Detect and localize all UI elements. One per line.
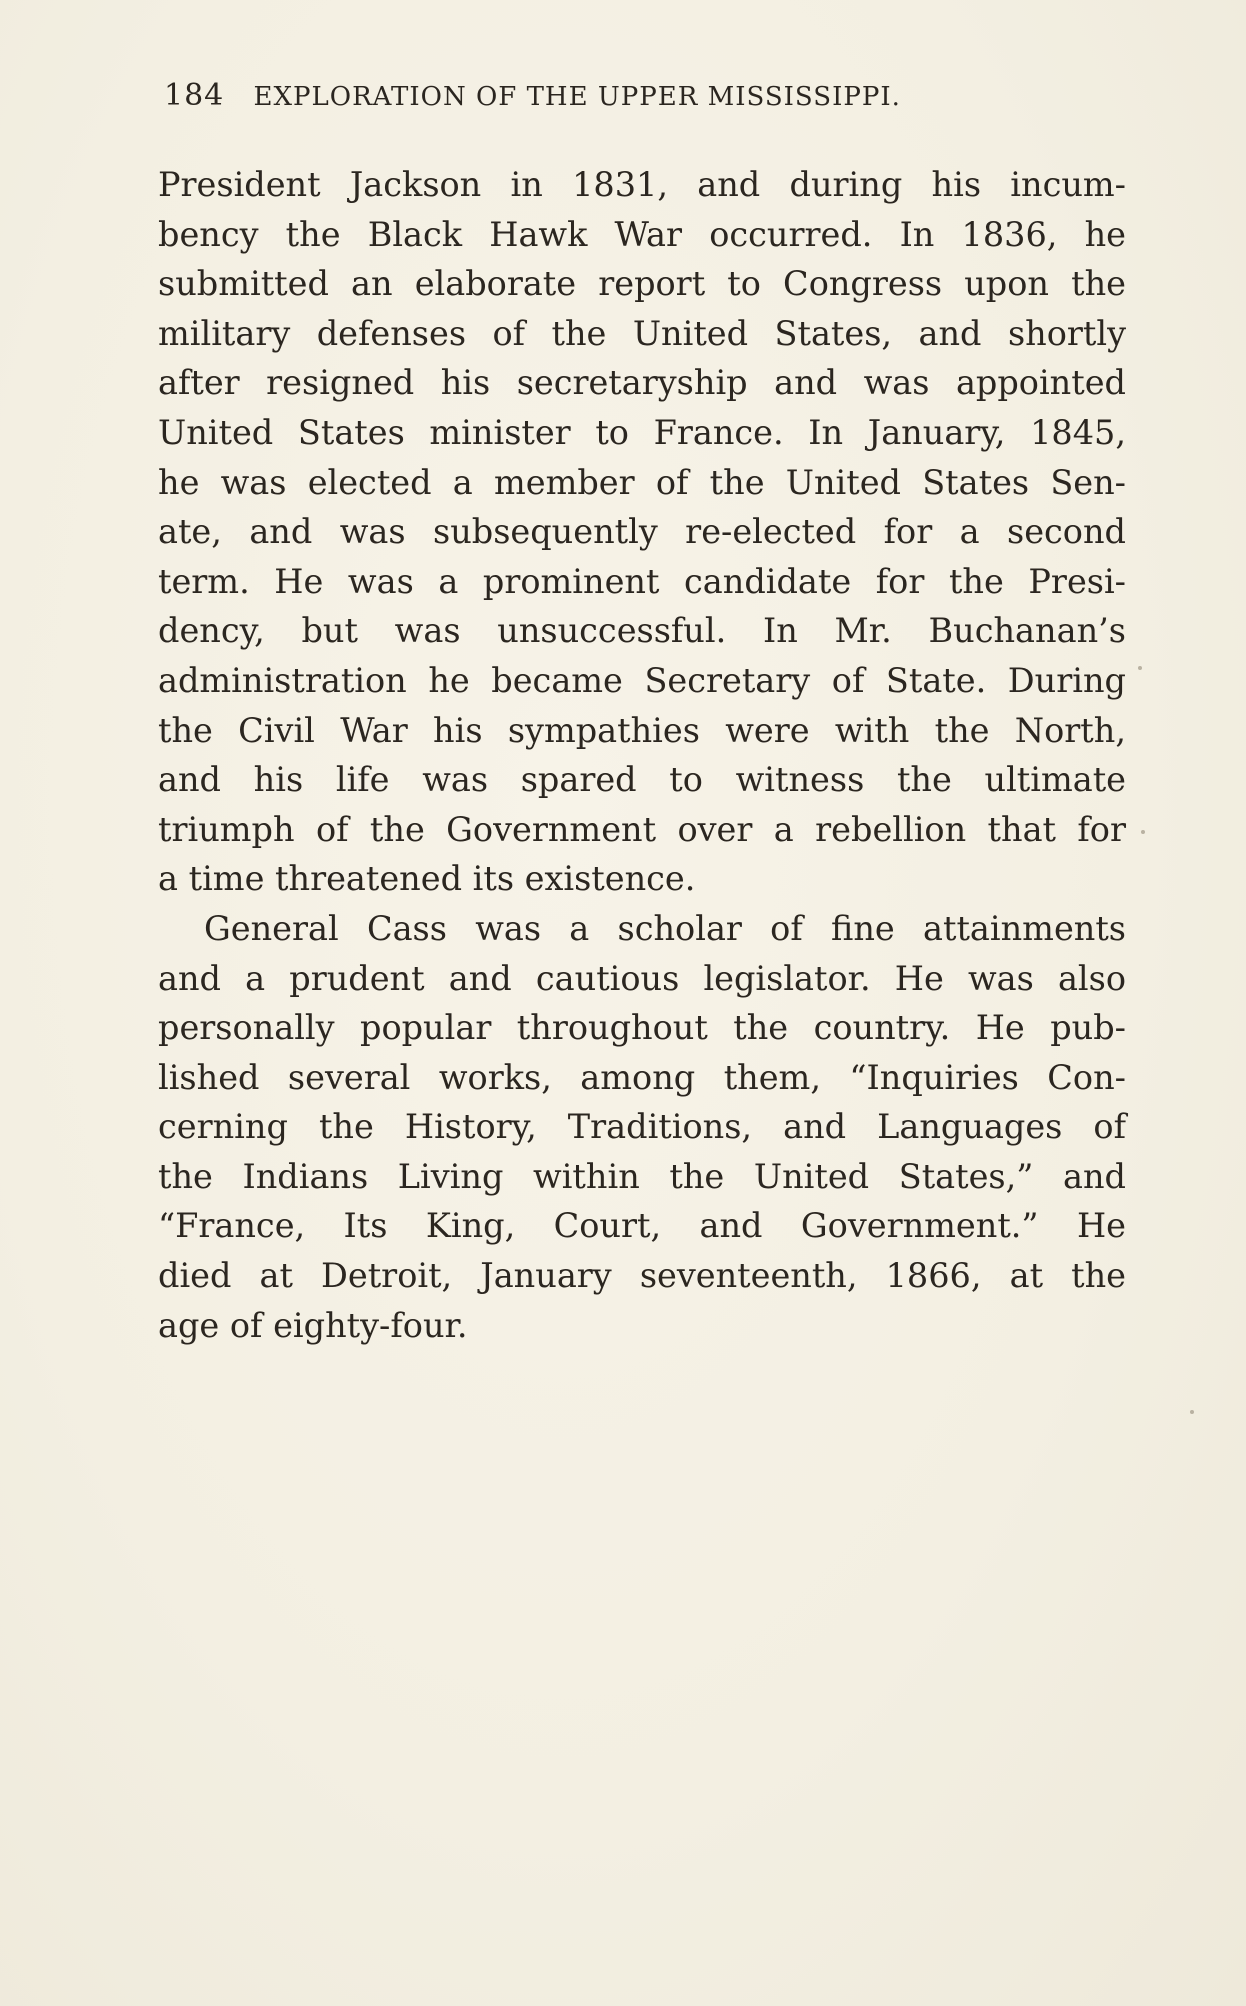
text-line: after resigned his secretaryship and was appointed	[158, 363, 1126, 403]
paper-speck	[1190, 1410, 1194, 1414]
body-text	[158, 160, 1126, 1350]
paper-speck	[1141, 830, 1145, 834]
text-line: bency the Black Hawk War occurred. In 1836, he	[158, 214, 1126, 254]
text-line: lished several works, among them, “Inquiries Con-	[158, 1057, 1126, 1097]
text-line: dency, but was unsuccessful. In Mr. Buchanan’s	[158, 611, 1126, 651]
paragraph	[158, 160, 1126, 904]
text-line: the Civil War his sympathies were with the North,	[158, 710, 1126, 750]
text-line: age of eighty-four.	[158, 1305, 468, 1345]
text-line: military defenses of the United States, and shortly	[158, 313, 1126, 353]
text-line: term. He was a prominent candidate for the Presi-	[158, 561, 1126, 601]
paragraph	[158, 904, 1126, 1350]
text-line: United States minister to France. In January, 1845,	[158, 412, 1126, 452]
text-line: and a prudent and cautious legislator. He was also	[158, 958, 1126, 998]
text-line: a time threatened its existence.	[158, 859, 696, 899]
text-line: “France, Its King, Court, and Government.” He	[158, 1206, 1126, 1246]
text-line: ate, and was subsequently re-elected for a second	[158, 512, 1126, 552]
text-line: died at Detroit, January seventeenth, 1866, at the	[158, 1256, 1126, 1296]
text-line: and his life was spared to witness the ultimate	[158, 760, 1126, 800]
text-line: General Cass was a scholar of fine attainments	[204, 908, 1126, 948]
paper-speck	[1138, 666, 1142, 670]
text-line: cerning the History, Traditions, and Languages of	[158, 1107, 1126, 1147]
text-line: President Jackson in 1831, and during his incum-	[158, 165, 1126, 204]
text-line: triumph of the Government over a rebellion that for	[158, 809, 1126, 849]
text-line: submitted an elaborate report to Congress upon the	[158, 264, 1126, 304]
running-title: EXPLORATION OF THE UPPER MISSISSIPPI.	[253, 82, 901, 112]
text-line: he was elected a member of the United States Sen-	[158, 462, 1126, 502]
text-line: administration he became Secretary of State. During	[158, 660, 1126, 700]
page-number: 184	[164, 78, 225, 113]
text-line: the Indians Living within the United States,” and	[158, 1156, 1126, 1196]
text-line: personally popular throughout the country. He pub-	[158, 1008, 1126, 1048]
running-head	[164, 78, 1094, 118]
